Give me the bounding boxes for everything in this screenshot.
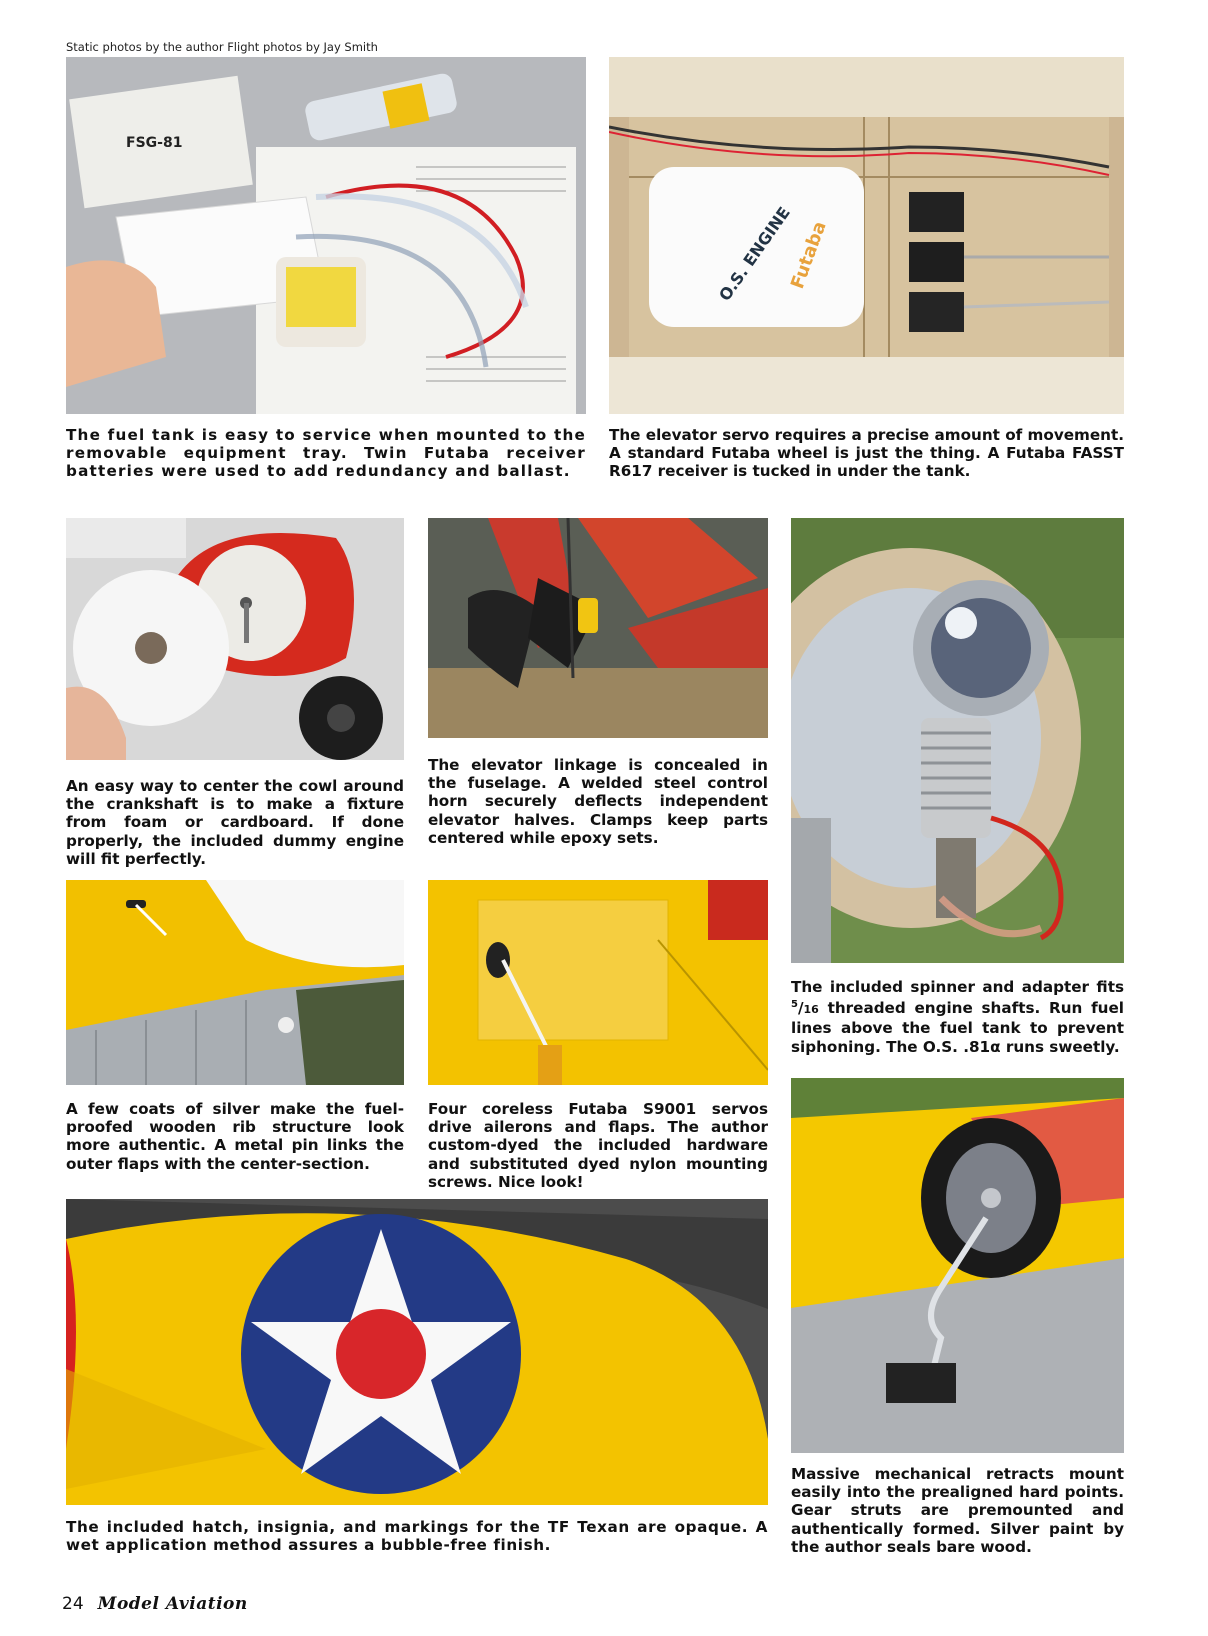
photo-elevator-linkage — [428, 518, 768, 738]
photo-retracts — [791, 1078, 1124, 1453]
caption-servos: Four coreless Futaba S9001 servos drive ailerons and flaps. The author custom-dyed the included hardware and substituted dyed nylon mounting screws. Nice look! — [428, 1100, 768, 1191]
page-footer — [62, 1594, 248, 1614]
caption-insignia: The included hatch, insignia, and markings for the TF Texan are opaque. A wet application method assures a bubble-free finish. — [66, 1518, 768, 1555]
photo-cowl — [66, 518, 404, 760]
photo-credit: Static photos by the author Flight photos by Jay Smith — [66, 40, 378, 54]
tank-engine-label: O.S. ENGINE — [715, 203, 794, 305]
photo-servos — [428, 880, 768, 1085]
caption-elevator-linkage: The elevator linkage is concealed in the fuselage. A welded steel control horn securely deflects independent elevator halves. Clamps keep parts centered while epoxy sets. — [428, 756, 768, 847]
manual-label: FSG-81 — [126, 135, 183, 151]
caption-fuel-tank: The fuel tank is easy to service when mounted to the removable equipment tray. Twin Futaba receiver batteries were used to add redundancy and ballast. — [66, 426, 586, 481]
caption-spinner: The included spinner and adapter fits $^5$/16 threaded engine shafts. Run fuel lines above the fuel tank to prevent siphoning. The O.S. .81α runs sweetly. — [791, 978, 1124, 1056]
photo-silver-ribs — [66, 880, 404, 1085]
photo-spinner — [791, 518, 1124, 963]
page-number: 24 — [62, 1594, 84, 1614]
caption-retracts: Massive mechanical retracts mount easily into the prealigned hard points. Gear struts are premounted and authentically formed. Silver paint by the author seals bare wood. — [791, 1465, 1124, 1556]
magazine-name: Model Aviation — [97, 1594, 248, 1614]
photo-elevator-servo — [609, 57, 1124, 414]
caption-silver-coats: A few coats of silver make the fuel-proofed wooden rib structure look more authentic. A metal pin links the outer flaps with the center-section. — [66, 1100, 404, 1173]
caption-elevator-servo: The elevator servo requires a precise amount of movement. A standard Futaba wheel is just the thing. A Futaba FASST R617 receiver is tucked in under the tank. — [609, 426, 1124, 481]
caption-cowl: An easy way to center the cowl around the crankshaft is to make a fixture from foam or cardboard. If done properly, the included dummy engine will fit perfectly. — [66, 777, 404, 868]
photo-insignia — [66, 1199, 768, 1505]
photo-fuel-tank — [66, 57, 586, 414]
tank-brand-label: Futaba — [786, 218, 831, 292]
